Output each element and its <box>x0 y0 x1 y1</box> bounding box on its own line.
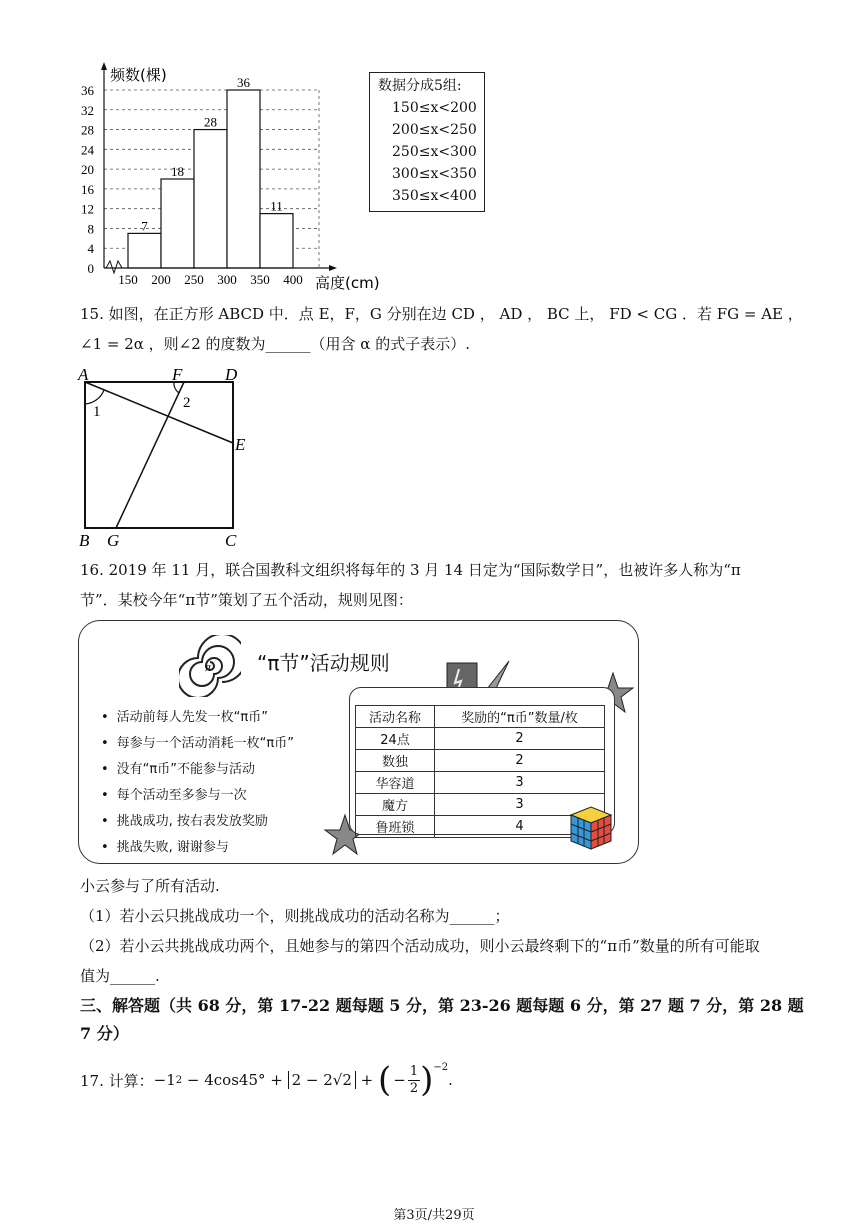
rule-item: • 活动前每人先发一枚“π币” <box>101 705 294 731</box>
spiral-pi-icon <box>179 635 241 697</box>
label-c: C <box>225 531 237 550</box>
q16-line1: 16. 2019 年 11 月，联合国教科文组织将每年的 3 月 14 日定为“国际数学日”，也被许多人称为“π <box>80 561 741 579</box>
rule-item: • 每个活动至多参与一次 <box>101 783 294 809</box>
rule-item: • 挑战成功, 按右表发放奖励 <box>101 809 294 835</box>
histogram-bar <box>194 130 227 268</box>
q17-paren-open: ( <box>378 1060 392 1100</box>
q16-intro: 小云参与了所有活动. <box>80 877 220 895</box>
x-tick-label: 200 <box>151 272 171 287</box>
x-axis-title: 高度(cm) <box>315 274 380 292</box>
table-header-row <box>356 706 605 728</box>
square-abcd <box>85 382 233 528</box>
x-tick-label: 350 <box>250 272 270 287</box>
q17-abs <box>288 1071 356 1089</box>
q16-part2: （2）若小云共挑战成功两个，且她参与的第四个活动成功，则小云最终剩下的“π币”数量的所有可能取 <box>80 937 760 955</box>
x-tick-label: 250 <box>184 272 204 287</box>
histogram-bar <box>128 233 161 268</box>
table-header: 奖励的“π币”数量/枚 <box>435 706 605 728</box>
y-tick-label: 8 <box>87 221 94 237</box>
segment-ae <box>85 382 233 443</box>
rule-item: • 挑战失败, 谢谢参与 <box>101 835 294 861</box>
histogram-chart <box>60 60 390 295</box>
rules-title: “π节”活动规则 <box>257 651 390 675</box>
histogram-bar <box>161 179 194 268</box>
q17-frac-den: 2 <box>409 1080 419 1096</box>
table-row <box>356 728 605 750</box>
spiral-pi-symbol: π <box>205 660 212 674</box>
y-axis-title: 频数(棵) <box>110 66 167 84</box>
y-tick-label: 20 <box>81 162 94 178</box>
y-tick-label: 16 <box>81 181 94 197</box>
table-cell: 华容道 <box>356 772 435 794</box>
label-f: F <box>172 365 183 384</box>
q16-line2: 节”．某校今年“π节”策划了五个活动，规则见图： <box>80 591 413 609</box>
legend-group: 150≤x<200 <box>392 100 477 116</box>
bar-value-label: 18 <box>171 164 184 179</box>
rule-item: • 没有“π币”不能参与活动 <box>101 757 294 783</box>
label-a: A <box>78 365 89 384</box>
histogram-bar <box>260 214 293 268</box>
y-axis-arrow <box>101 62 107 70</box>
legend-group: 300≤x<350 <box>392 166 477 182</box>
q15-line1: 15. 如图，在正方形 ABCD 中．点 E，F，G 分别在边 CD ， AD ， BC 上， FD < CG ．若 FG = AE ， <box>80 305 803 323</box>
y-tick-label: 4 <box>87 241 94 257</box>
legend-group: 250≤x<300 <box>392 144 477 160</box>
q17-frac-num: 1 <box>409 1063 419 1079</box>
q15-line2: ∠1 = 2α ，则∠2 的度数为______（用含 α 的式子表示）. <box>80 335 470 353</box>
q16-part2-cont: 值为______. <box>80 967 160 985</box>
y-tick-label: 32 <box>81 102 94 118</box>
q17-end: . <box>448 1071 453 1089</box>
y-tick-label: 24 <box>81 142 94 158</box>
rules-list <box>101 705 294 861</box>
table-row <box>356 750 605 772</box>
group-legend-box <box>369 72 485 212</box>
angle-1-label: 1 <box>93 404 101 420</box>
square-figure <box>74 362 264 552</box>
bar-value-label: 36 <box>237 75 250 90</box>
table-header: 活动名称 <box>356 706 435 728</box>
y-tick-label: 12 <box>81 201 94 217</box>
pi-day-rules-card <box>78 620 639 864</box>
rubiks-cube-icon <box>567 805 615 851</box>
x-tick-label: 300 <box>217 272 237 287</box>
bar-value-label: 28 <box>204 114 217 130</box>
table-cell: 鲁班锁 <box>356 816 435 838</box>
bar-value-label: 11 <box>270 198 283 214</box>
q17-term-b: − 4cos45° + <box>182 1071 288 1089</box>
y-tick-label: 36 <box>81 83 94 98</box>
label-e: E <box>235 435 246 454</box>
q17-expression: 17. 计算： −1 2 − 4cos45° + 2 − 2√2 + ( − $\frac{1}{2}$ ) $^{-2}$ . <box>80 1060 453 1100</box>
page-footer: 第3页/共29页 <box>393 1208 475 1223</box>
q17-term-a: −1 <box>153 1071 176 1089</box>
table-row <box>356 772 605 794</box>
label-b: B <box>79 531 90 550</box>
angle-1-arc <box>85 390 104 404</box>
table-cell: 24点 <box>356 728 435 750</box>
angle-2-label: 2 <box>183 395 191 411</box>
table-cell: 4 <box>435 816 605 838</box>
q17-paren-close: ) <box>420 1060 434 1100</box>
q17-fraction <box>408 1064 420 1097</box>
table-cell: 3 <box>435 794 605 816</box>
q17-plus: + <box>355 1071 378 1089</box>
table-cell: 2 <box>435 728 605 750</box>
q16-part1: （1）若小云只挑战成功一个，则挑战成功的活动名称为______； <box>80 907 510 925</box>
segment-fg <box>116 382 184 528</box>
x-axis-arrow <box>329 265 337 271</box>
legend-group: 200≤x<250 <box>392 122 477 138</box>
label-g: G <box>107 531 120 550</box>
table-cell: 魔方 <box>356 794 435 816</box>
legend-group: 350≤x<400 <box>392 188 477 204</box>
x-tick-label: 150 <box>118 272 138 287</box>
histogram-bar <box>227 90 260 268</box>
legend-title: 数据分成5组: <box>378 78 462 94</box>
x-tick-label: 400 <box>283 272 303 287</box>
section3-heading: 三、解答题（共 68 分，第 17-22 题每题 5 分，第 23-26 题每题 6 分，第 27 题 7 分，第 28 题 <box>80 996 804 1015</box>
q17-prefix: 17. 计算： <box>80 1071 154 1090</box>
y-tick-label: 28 <box>81 122 94 138</box>
section3-heading-cont: 7 分） <box>80 1024 129 1043</box>
q17-exp-a: 2 <box>175 1074 183 1086</box>
label-d: D <box>225 365 238 384</box>
y-tick-label: 0 <box>87 261 94 276</box>
table-cell: 2 <box>435 750 605 772</box>
q17-exp-c: −2 <box>433 1062 449 1073</box>
bar-value-label: 7 <box>141 218 148 234</box>
table-cell: 3 <box>435 772 605 794</box>
table-cell: 数独 <box>356 750 435 772</box>
rule-item: • 每参与一个活动消耗一枚“π币” <box>101 731 294 757</box>
q17-abs-inner: 2 − 2√2 <box>291 1071 352 1089</box>
